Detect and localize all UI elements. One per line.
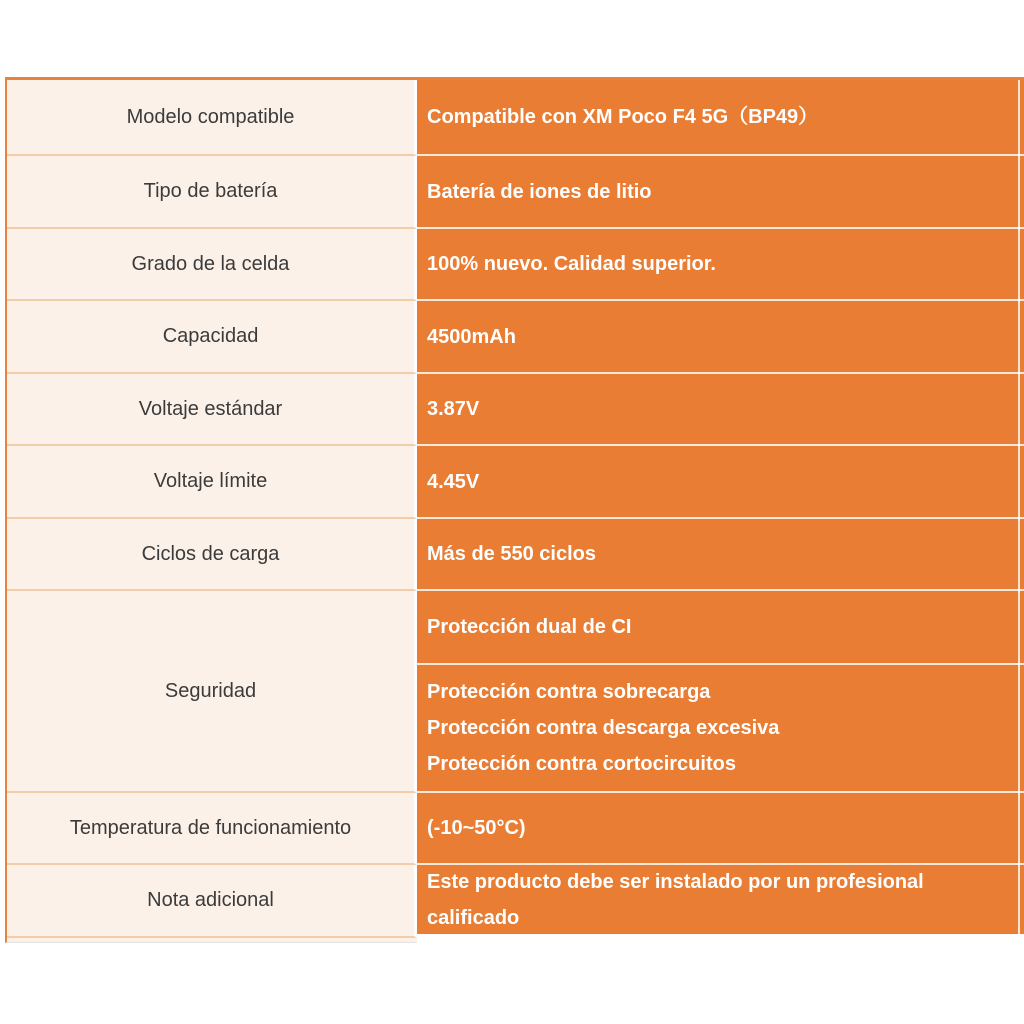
spec-label-tipo-bateria: Tipo de batería <box>7 156 417 229</box>
spec-label-ciclos-carga: Ciclos de carga <box>7 519 417 591</box>
spec-value-grado-celda: 100% nuevo. Calidad superior. <box>417 229 1024 301</box>
spec-value-voltaje-limite: 4.45V <box>417 446 1024 519</box>
spec-value-temperatura: (-10~50°C) <box>417 793 1024 865</box>
spec-value-tipo-bateria: Batería de iones de litio <box>417 156 1024 229</box>
spec-value-nota-text: Este producto debe ser instalado por un profesional calificado <box>427 870 924 929</box>
spec-value-seguridad-2 <box>417 665 1024 793</box>
spec-label-capacidad: Capacidad <box>7 301 417 374</box>
spec-value-capacidad: 4500mAh <box>417 301 1024 374</box>
spec-label-modelo-compatible: Modelo compatible <box>7 80 417 156</box>
table-cutoff-row-sliver <box>5 938 417 943</box>
spec-value-voltaje-estandar: 3.87V <box>417 374 1024 446</box>
battery-spec-table <box>5 77 1024 938</box>
spec-label-nota-adicional: Nota adicional <box>7 865 417 938</box>
spec-value-seguridad-1: Protección dual de CI <box>417 591 1024 665</box>
spec-value-seguridad-line: Protección contra sobrecarga <box>427 681 711 703</box>
spec-value-nota-adicional <box>417 865 1024 938</box>
spec-value-modelo-compatible: Compatible con XM Poco F4 5G（BP49） <box>417 80 1024 156</box>
spec-value-seguridad-line: Protección contra cortocircuitos <box>427 753 736 775</box>
spec-label-seguridad: Seguridad <box>7 591 417 793</box>
spec-value-seguridad-line: Protección contra descarga excesiva <box>427 717 780 739</box>
spec-label-grado-celda: Grado de la celda <box>7 229 417 301</box>
spec-label-voltaje-limite: Voltaje límite <box>7 446 417 519</box>
spec-value-ciclos-carga: Más de 550 ciclos <box>417 519 1024 591</box>
spec-label-temperatura: Temperatura de funcionamiento <box>7 793 417 865</box>
spec-label-voltaje-estandar: Voltaje estándar <box>7 374 417 446</box>
